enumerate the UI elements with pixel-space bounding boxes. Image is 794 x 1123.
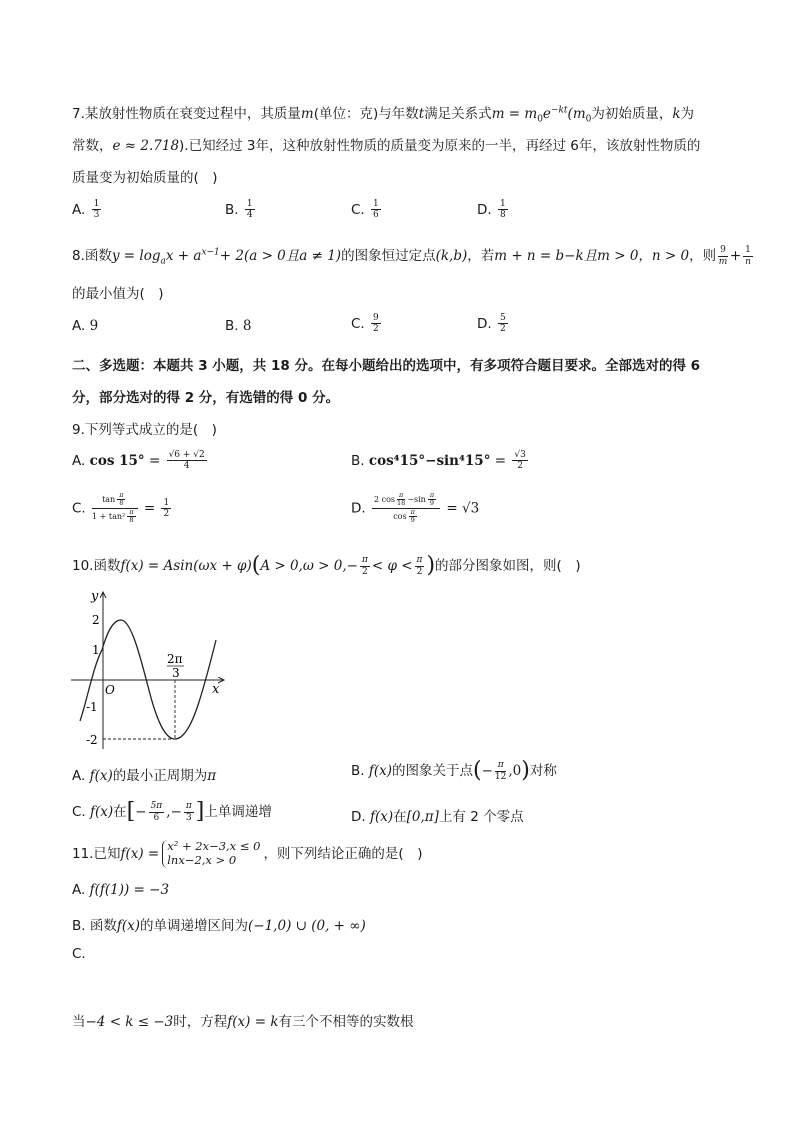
fraction-den (372, 509, 440, 525)
q8-text: 8.函数 (72, 248, 112, 264)
q7-text: ).已知经过 3年，这种放射性物质的质量变为原来的一半，再经过 6年，该放射性物质的 (179, 138, 701, 154)
option-text: 当 (72, 1014, 86, 1030)
q8-plus: + (729, 248, 742, 264)
option-fraction (245, 199, 255, 221)
fraction-den: 3 (93, 210, 100, 221)
q9-a-fraction (167, 450, 207, 472)
q8-line1 (72, 244, 755, 267)
q8-formula: + 2(a > 0且a ≠ 1) (219, 248, 342, 264)
piecewise-brace (162, 840, 260, 868)
q8-formula: x + a (165, 248, 202, 264)
q9-option-b: B. cos⁴15°−sin⁴15° = $\frac{√3}{2}$ (351, 450, 526, 472)
fraction-den: 2 (362, 566, 368, 577)
option-letter: B. (225, 201, 239, 218)
q7-sub: 0 (537, 114, 543, 125)
fraction-den: 2 (163, 508, 170, 519)
q10-text: 10.函数 (72, 558, 121, 574)
q7-exponent: −kt (550, 105, 568, 116)
option-letter: A. (72, 882, 86, 898)
fraction-num: 5 (499, 313, 506, 323)
q10-formula: A > 0,ω > 0,− (260, 558, 358, 574)
q11-option-c-text (72, 1010, 414, 1030)
option-value: 8 (242, 318, 252, 334)
fraction-den: 9 (429, 499, 435, 508)
q11-option-c: C. (72, 946, 86, 962)
option-letter: D. (351, 500, 366, 517)
fraction-num: 1 (745, 245, 751, 256)
case-1: x² + 2x−3,x ≤ 0 (167, 839, 261, 853)
q10-stem: 10.函数f(x) = Asin(ωx + φ)(A > 0,ω > 0,− $\frac{\pi}{2}$ < φ < $\frac{\pi}{2}$ )的部分图象如图，则( ) (72, 553, 581, 578)
option-letter: D. (477, 315, 492, 332)
fraction-num: π (429, 491, 435, 499)
q9-b-lhs: cos⁴15°−sin⁴15° (368, 452, 491, 469)
q7-option-a (72, 199, 103, 221)
q7-option-c (351, 199, 383, 221)
option-letter: B. (351, 452, 365, 469)
fraction-den: 8 (499, 210, 506, 221)
q8-option-a (72, 318, 98, 334)
fraction-num: π (361, 555, 368, 566)
option-fraction (92, 199, 102, 221)
fraction-num: 1 (163, 497, 170, 508)
q11-option-a (72, 882, 169, 898)
q11-formula: f(x) = (120, 845, 160, 862)
fraction-den: 4 (246, 210, 253, 221)
q9-d-rhs: = √3 (446, 500, 480, 517)
q11-text: 11.已知 (72, 845, 121, 862)
section2-heading-line1: 二、多选题：本题共 3 小题，共 18 分。在每小题给出的选项中，有多项符合题目要求。全部选对的得 6 (72, 358, 701, 374)
q9-c-fraction (92, 492, 138, 525)
q7-option-d (477, 199, 510, 221)
option-math: π (207, 768, 217, 784)
q7-formula: e (542, 106, 551, 122)
option-text: 的单调递增区间为 (140, 918, 249, 934)
option-letter: D. (477, 201, 492, 218)
q8-exponent: x−1 (201, 247, 220, 258)
fraction-num: 9 (373, 313, 379, 323)
den-text: cos (393, 511, 407, 521)
option-math: f(x) (369, 809, 394, 825)
q7-text: 7.某放射性物质在衰变过程中，其质量 (72, 106, 301, 122)
option-text: 对称 (529, 763, 557, 779)
tick-label-2: 2 (92, 613, 100, 627)
option-math: (−1,0) ∪ (0, + ∞) (248, 918, 366, 934)
fraction-num: 5π (150, 801, 163, 812)
option-math: ,0 (508, 763, 522, 779)
q7-formula: m = m (491, 106, 538, 122)
pi-over-8 (127, 509, 135, 525)
pi-over-9 (428, 492, 436, 508)
fraction-num: π (129, 507, 134, 516)
option-math: f(x) (90, 804, 114, 820)
option-letter: C. (351, 201, 365, 218)
q11-stem (72, 840, 422, 868)
fraction-den: 4 (183, 461, 190, 472)
option-math: f(x) (116, 918, 141, 934)
q11-text: ，则下列结论正确的是( ) (263, 845, 423, 862)
fraction-den: m (718, 256, 728, 267)
option-text: 在 (113, 804, 127, 820)
tick-label-1: 1 (92, 643, 100, 657)
option-letter: C. (351, 315, 365, 332)
fraction-num: π (399, 491, 404, 499)
q8-option-c (351, 313, 383, 335)
q9-a-lhs: cos 15° (89, 452, 145, 469)
fraction-den: 6 (153, 812, 160, 823)
option-fraction (371, 313, 381, 335)
option-letter: A. (72, 452, 86, 469)
option-fraction (498, 199, 508, 221)
q7-var-k: k (672, 106, 681, 122)
pi-over-18 (397, 492, 405, 508)
fraction-den: 2 (416, 566, 423, 577)
q10-formula: < φ < (371, 558, 413, 574)
den-text: 1 + tan² (92, 511, 126, 521)
q9-option-a: A. cos 15° = $\frac{√6 + √2}{4}$ (72, 450, 205, 472)
fraction-num: 1 (246, 199, 253, 209)
q7-formula: e ≈ 2.718 (112, 138, 180, 154)
q7-var-m: m (300, 106, 314, 122)
option-text: 在 (393, 809, 407, 825)
q9-option-d (351, 492, 479, 525)
q10-option-a (72, 764, 216, 784)
tick-label-neg1: -1 (86, 700, 98, 714)
fraction-den: 8 (129, 516, 134, 525)
fraction-num: π (185, 801, 192, 812)
fraction-den: 9 (410, 516, 415, 525)
option-text: 有三个不相等的实数根 (278, 1014, 414, 1030)
q8-sub: a (160, 256, 166, 267)
q8-formula: y = log (111, 248, 161, 264)
option-letter: B. (351, 763, 365, 779)
fraction-num: 1 (373, 199, 379, 209)
q9-option-c: C. tan $\frac{\pi}{8}$ 1 + tan² $\frac{\pi}{8}$ = $\frac{1}{2}$ (72, 491, 170, 525)
option-text: 时，方程 (173, 1014, 228, 1030)
q10-option-b: B. f(x)的图象关于点(− $\frac{\pi}{12}$ ,0)对称 (351, 758, 557, 783)
fraction-den: 8 (119, 499, 124, 508)
q8-fraction-9m (718, 245, 728, 267)
q7-line1 (72, 102, 694, 125)
option-fraction (498, 313, 508, 335)
option-math: f(x) (368, 763, 393, 779)
q7-formula: (m (567, 106, 586, 122)
q11-option-b (72, 914, 366, 934)
option-letter: A. (72, 201, 86, 218)
fraction-num: π (416, 555, 423, 566)
option-letter: A. (72, 768, 86, 784)
tick-label-neg2: -2 (86, 733, 98, 747)
q8-fraction-1n (743, 245, 753, 267)
q8-option-b (225, 318, 251, 334)
fraction-den (92, 509, 138, 525)
option-text: 的最小正周期为 (112, 768, 208, 784)
q8-text: 的图象恒过定点 (341, 248, 436, 264)
x-tick-2pi: 2π (167, 652, 183, 666)
q8-line2: 的最小值为( ) (72, 286, 164, 302)
q7-var-t: t (418, 106, 425, 122)
fraction-num: 1 (499, 199, 506, 209)
fraction-num: √3 (514, 450, 526, 460)
option-text: 上单调递增 (204, 804, 272, 820)
frac-5pi-6 (149, 801, 165, 823)
q7-text: 常数， (72, 138, 113, 154)
option-math: [0,π] (406, 809, 439, 825)
x-axis-label: x (212, 682, 220, 697)
option-letter: C. (72, 500, 86, 517)
option-text: 上有 2 个零点 (438, 809, 524, 825)
fraction-den: 12 (494, 771, 507, 782)
q9-b-fraction (512, 450, 527, 472)
option-math: f(f(1)) = −3 (89, 882, 170, 898)
q7-text: (单位：克)与年数 (313, 106, 419, 122)
option-letter: B. (225, 318, 239, 334)
option-letter: D. (351, 809, 366, 825)
fraction-den: 2 (517, 461, 523, 472)
q10-text: 的部分图象如图，则( ) (435, 558, 581, 574)
q7-option-b (225, 199, 257, 221)
pi-over-8 (117, 492, 125, 508)
fraction-den: 18 (397, 499, 406, 508)
pi-over-12 (495, 760, 506, 782)
fraction-den: 2 (373, 324, 379, 335)
pi-over-9 (409, 509, 417, 525)
q10-graph (66, 584, 236, 754)
fraction-num: π (119, 491, 124, 499)
num-text: 2 cos (373, 494, 396, 504)
q7-text: 为 (680, 106, 695, 122)
q9-stem: 9.下列等式成立的是( ) (72, 422, 217, 438)
q10-formula: f(x) = Asin(ωx + φ) (120, 558, 252, 574)
pi-over-2 (360, 555, 370, 577)
q7-text: 为初始质量， (591, 106, 673, 122)
fraction-num: π (410, 507, 415, 516)
q9-d-fraction (372, 492, 440, 525)
fraction-den: 2 (499, 324, 506, 335)
option-text: 的图象关于点 (392, 763, 474, 779)
y-axis-label: y (91, 589, 99, 604)
option-fraction (371, 199, 381, 221)
option-math: f(x) = k (227, 1014, 279, 1030)
q7-text: 满足关系式 (424, 106, 492, 122)
x-tick-3: 3 (172, 666, 180, 680)
frac-pi-3 (184, 801, 194, 823)
origin-label: O (105, 683, 115, 697)
fraction-num (372, 492, 440, 509)
q10-option-d (351, 805, 524, 825)
tan-text: tan (102, 494, 116, 504)
fraction-num: 1 (93, 199, 100, 209)
q8-formula: m + n = b−k且m > 0，n > 0 (494, 248, 690, 264)
fraction-num: 9 (720, 245, 726, 256)
option-value: 9 (89, 318, 99, 334)
q7-line3: 质量变为初始质量的( ) (72, 170, 218, 186)
fraction-den: 3 (185, 812, 192, 823)
q8-option-d (477, 313, 510, 335)
fraction-den: n (745, 256, 751, 267)
q8-text: ，则 (689, 248, 717, 264)
fraction-num: π (495, 760, 506, 771)
fraction-num: √6 + √2 (168, 450, 205, 460)
num-text: −sin (407, 494, 426, 504)
case-2: lnx−2,x > 0 (167, 852, 237, 867)
option-letter: C. (72, 804, 86, 820)
option-text: B. 函数 (72, 918, 117, 934)
q7-line2 (72, 134, 700, 154)
q8-text: ，若 (467, 248, 495, 264)
option-letter: A. (72, 318, 86, 334)
q10-option-c: C. f(x)在[− $\frac{5\pi}{6}$ ,− $\frac{\pi}{3}$ ]上单调递增 (72, 799, 272, 824)
q9-c-rhs (161, 498, 171, 520)
section2-heading-line2: 分，部分选对的得 2 分，有选错的得 0 分。 (72, 390, 340, 406)
pi-over-2 (415, 555, 425, 577)
q8-formula: (k,b) (435, 248, 468, 264)
option-math: f(x) (89, 768, 113, 784)
fraction-num (92, 492, 138, 509)
option-math: −4 < k ≤ −3 (85, 1014, 174, 1030)
fraction-den: 6 (373, 210, 379, 221)
q7-sub: 0 (585, 114, 592, 125)
